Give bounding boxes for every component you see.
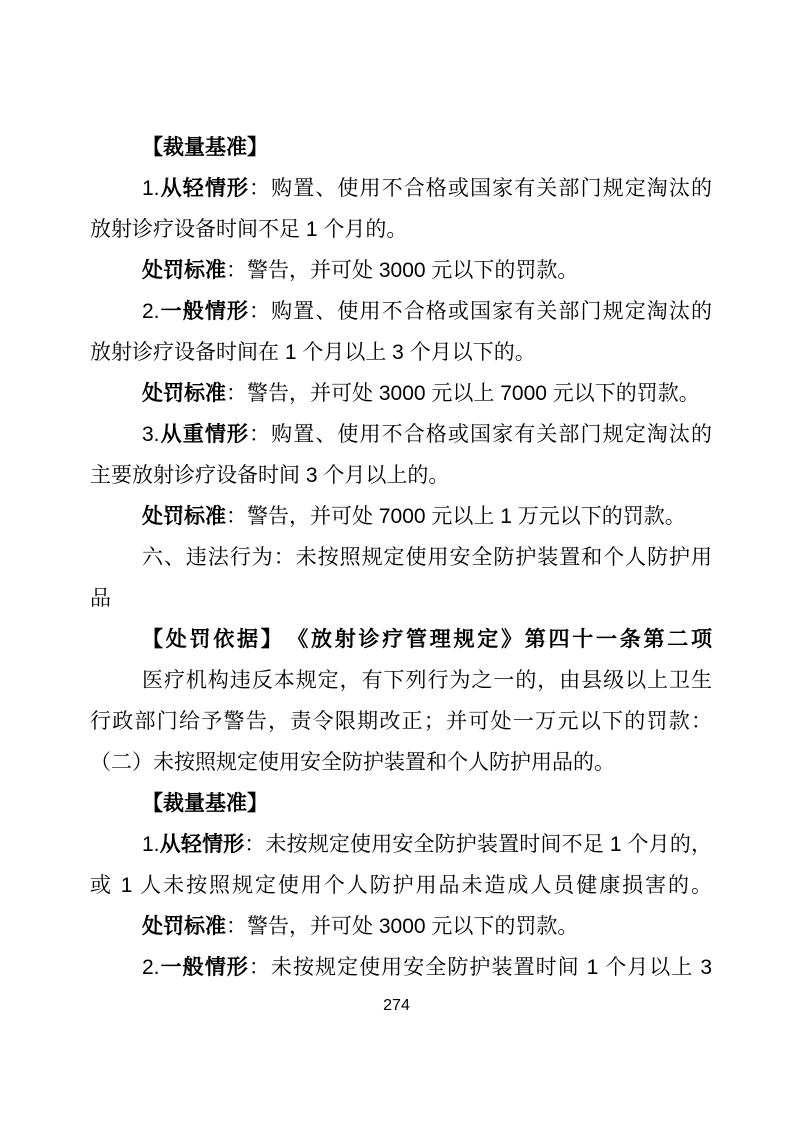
text-run: 放射诊疗设备时间在 1 个月以上 3 个月以下的。	[90, 341, 536, 364]
text-line	[90, 455, 712, 496]
bold-text-run	[274, 628, 298, 651]
text-line	[90, 127, 712, 168]
text-line	[90, 701, 712, 742]
text-run: ：警告，并可处 3000 元以下的罚款。	[226, 915, 579, 938]
page-number: 274	[383, 997, 410, 1014]
text-line	[90, 332, 712, 373]
bold-text-run: 从轻情形	[159, 833, 245, 856]
text-run: 3.	[142, 423, 160, 446]
text-run: 放射诊疗设备时间不足 1 个月的。	[90, 218, 408, 241]
bold-text-run: 从重情形	[159, 423, 250, 446]
bold-text-run: 一般情形	[159, 300, 250, 323]
bold-text-run: 【裁量基准】	[142, 792, 268, 815]
bold-text-run: 从轻情形	[159, 177, 250, 200]
text-run: ：警告，并可处 7000 元以上 1 万元以下的罚款。	[226, 505, 686, 528]
text-line	[90, 414, 712, 455]
text-line	[90, 742, 712, 783]
bold-text-run: 《放射诊疗管理规定》第四十一条第二项	[297, 628, 712, 651]
text-line	[90, 660, 712, 701]
text-run: ：未按规定使用安全防护装置时间 1 个月以上 3	[248, 956, 712, 979]
text-line	[90, 250, 712, 291]
text-line	[90, 578, 712, 619]
text-line	[90, 537, 712, 578]
text-line	[90, 291, 712, 332]
text-line	[90, 824, 712, 865]
bold-text-run: 处罚标准	[142, 259, 226, 282]
text-run: 1.	[142, 177, 160, 200]
text-run: 主要放射诊疗设备时间 3 个月以上的。	[90, 464, 450, 487]
bold-text-run: 【处罚依据】	[142, 628, 274, 651]
text-line	[90, 496, 712, 537]
text-run: 品	[90, 587, 111, 610]
text-run: 1.	[142, 833, 160, 856]
text-line	[90, 168, 712, 209]
text-run: ：购置、使用不合格或国家有关部门规定淘汰的	[249, 300, 713, 323]
bold-text-run: 处罚标准	[142, 382, 226, 405]
text-line	[90, 906, 712, 947]
text-run: ：购置、使用不合格或国家有关部门规定淘汰的	[249, 423, 713, 446]
text-run: 2.	[142, 300, 160, 323]
text-line	[90, 783, 712, 824]
text-run: ：未按规定使用安全防护装置时间不足 1 个月的，	[244, 833, 712, 856]
text-run: ：警告，并可处 3000 元以下的罚款。	[226, 259, 579, 282]
text-run: 医疗机构违反本规定，有下列行为之一的，由县级以上卫生	[142, 669, 712, 692]
bold-text-run: 一般情形	[159, 956, 249, 979]
text-line	[90, 209, 712, 250]
text-run: （二）未按照规定使用安全防护装置和个人防护用品的。	[90, 751, 615, 774]
text-run: 行政部门给予警告，责令限期改正；并可处一万元以下的罚款：	[90, 710, 712, 733]
bold-text-run: 处罚标准	[142, 915, 226, 938]
text-line	[90, 373, 712, 414]
bold-text-run: 处罚标准	[142, 505, 226, 528]
text-run: ：购置、使用不合格或国家有关部门规定淘汰的	[249, 177, 713, 200]
text-line	[90, 865, 712, 906]
text-run: 2.	[142, 956, 160, 979]
text-run: ：警告，并可处 3000 元以上 7000 元以下的罚款。	[226, 382, 700, 405]
text-line	[90, 619, 712, 660]
bold-text-run: 【裁量基准】	[142, 136, 268, 159]
text-run: 六、违法行为：未按照规定使用安全防护装置和个人防护用	[142, 546, 712, 569]
text-run: 或 1 人未按照规定使用个人防护用品未造成人员健康损害的。	[90, 874, 712, 897]
text-line	[90, 947, 712, 988]
